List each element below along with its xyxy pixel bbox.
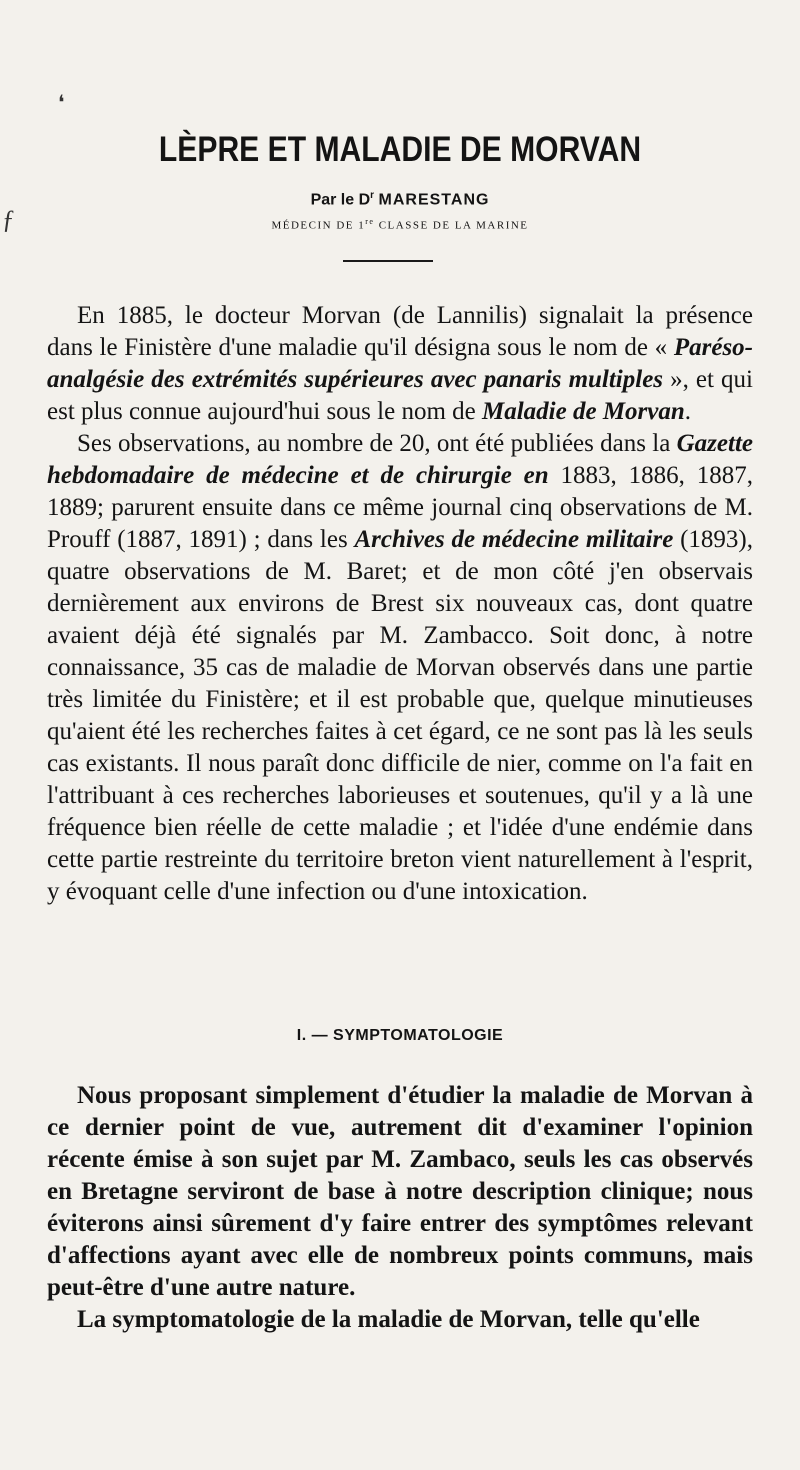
intro-text [47, 300, 753, 908]
margin-mark: ƒ [2, 205, 15, 234]
affiliation-sup: re [365, 217, 375, 226]
text-run: (1893), quatre observations de M. Baret; et de mon côté j'en observais dernièrement aux environs de Brest six nouveaux cas, dont quatre avaient déjà été signalés par M. Zambacco. Soit donc, à notre connaissance, 35 cas de maladie de Morvan observés dans une partie très limitée du Finistère; et il est probable que, quelque minutieuses qu'aient été les recherches faites à cet égard, ce ne sont pas là les seuls cas existants. Il nous paraît donc difficile de nier, comme on l'a fait en l'attribuant à ces recherches laborieuses et soutenues, qu'il y a là une fréquence bien réelle de cette maladie ; et l'idée d'une endémie dans cette partie restreinte du territoire breton vient naturellement à l'esprit, y évoquant celle d'une infection ou d'une intoxication. [47, 526, 753, 905]
author-name: MARESTANG [378, 191, 490, 209]
text-run: . [684, 398, 692, 425]
affiliation-part: CLASSE DE LA MARINE [374, 219, 529, 232]
title-rule [343, 260, 433, 262]
affiliation-part: MÉDECIN DE 1 [271, 219, 366, 232]
italic-run: Maladie de Morvan [482, 398, 685, 425]
section-text [47, 1080, 753, 1336]
author-affiliation [0, 217, 800, 232]
section-heading: I. — SYMPTOMATOLOGIE [296, 1027, 504, 1044]
article-title: LÈPRE ET MALADIE DE MORVAN [158, 130, 642, 169]
text-run: En 1885, le docteur Morvan (de Lannilis) signalait la présence dans le Finistère d'une maladie qu'il désigna sous le nom de « [47, 302, 753, 361]
stray-mark: ❛ [58, 92, 65, 114]
italic-run: Parésо-analgésie des extrémités supérieures avec panaris multiples [47, 334, 753, 393]
italic-run: Gazette hebdomadaire de médecine et de chirurgie en [47, 430, 753, 489]
author-byline [0, 190, 800, 209]
byline-sup: r [370, 190, 375, 201]
paragraph [47, 428, 753, 908]
paragraph: Nous proposant simplement d'étudier la maladie de Morvan à ce dernier point de vue, autrement dit d'examiner l'opinion récente émise à son sujet par M. Zambaco, seuls les cas observés en Bretagne serviront de base à notre description clinique; nous éviterons ainsi sûrement d'y faire entrer des symptômes relevant d'affections ayant avec elle de nombreux points communs, mais peut-être d'une autre nature. [47, 1082, 753, 1301]
paragraph: La symptomatologie de la maladie de Morvan, telle qu'elle [77, 1306, 700, 1333]
text-run: Ses observations, au nombre de 20, ont été publiées dans la [77, 430, 677, 457]
paragraph [47, 300, 753, 428]
byline-prefix: Par le D [310, 191, 371, 209]
text-run: », et qui est plus connue aujourd'hui sous le nom de [47, 366, 753, 425]
italic-run: Archives de médecine militaire [354, 526, 674, 553]
text-run: 1883, 1886, 1887, 1889; parurent ensuite dans ce même journal cinq observations de M. Prouff (1887, 1891) ; dans les [47, 462, 754, 553]
